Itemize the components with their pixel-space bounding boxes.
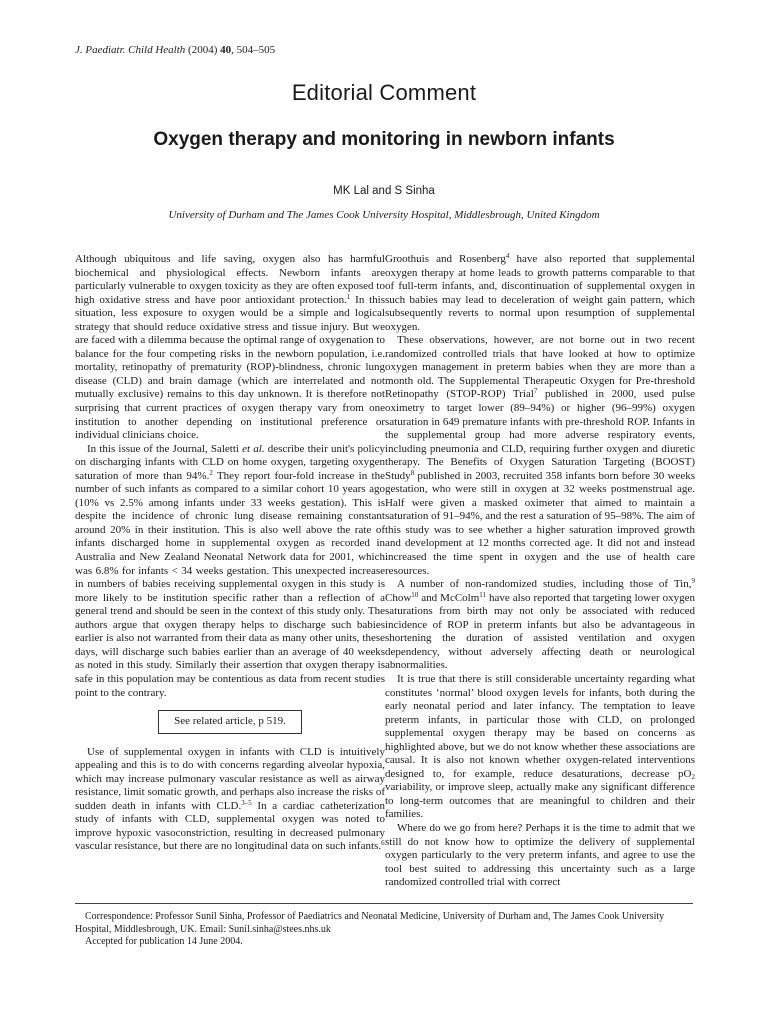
- running-head: [75, 44, 275, 56]
- left-column: [75, 253, 385, 854]
- paragraph: Groothuis and Rosenberg$^4$ have also reported that supplemental oxygen therapy at home leads to growth patterns comparable to that of full-term infants, and, discontinuation of supplemental oxygen in such babies may lead to deceleration of weight gain pattern, which subsequently reverts to normal upon resumption of supplemental oxygen.: [385, 252, 695, 333]
- reference-marker: 2: [209, 468, 213, 477]
- article-title: Oxygen therapy and monitoring in newborn infants: [153, 129, 615, 150]
- paragraph: Use of supplemental oxygen in infants with CLD is intuitively appealing and this is to do with concerns regarding alveolar hypoxia, which may increase pulmonary vascular resistance as well as airway resistance, limit somatic growth, and perhaps also increase the risks of sudden death in infants with CLD.$^{3-5}$ In a cardiac catheterization study of infants with CLD, supplemental oxygen was noted to improve hypoxic vasoconstriction, resulting in decreased pulmonary vascular resistance, but there are no longitudinal data on such infants.$^6$: [75, 745, 385, 853]
- paragraph: In this issue of the Journal, Saletti et al. describe their unit's policy on discharging infants with CLD on home oxygen, targeting oxygen saturation of more than 94%.$^2$ They report four-fold increase in the number of such infants as compared to a similar cohort 10 years ago (10% vs 2.5% among infants under 33 weeks gestation). This is despite the incidence of chronic lung disease remaining constant around 20% in their institution. This is also well above the rate of infants discharged home in supplemental oxygen as recorded in Australia and New Zealand Neonatal Network data for 2001, which was 6.8% for infants < 34 weeks gestation. This unexpected increase in numbers of babies receiving supplemental oxygen in this study is more likely to be institution specific rather than a reflection of a general trend and should be seen in the context of this study only. The authors argue that oxygen therapy helps to discharge such babies earlier is also not warranted from their data as many other units, these days, will discharge such babies earlier than an average of 40 weeks as noted in this study. Similarly their assertion that oxygen therapy is safe in this population may be contentious as data from recent studies point to the contrary.: [75, 442, 385, 699]
- reference-marker: 3–5: [241, 798, 252, 807]
- paragraph: Although ubiquitous and life saving, oxygen also has harmful biochemical and physiological effects. Newborn infants are particularly vulnerable to oxygen toxicity as they are often exposed to high oxidative stress and have poor antioxidant protection.$^1$ In this situation, less exposure to oxygen would be a simple and logical strategy that should reduce oxidative stress and tissue injury. But we are faced with a dilemma because the optimal range of oxygenation to balance for the four competing risks in the newborn population, i.e. mortality, retinopathy of prematurity (ROP)-blindness, chronic lung disease (CLD) and brain damage (which are interrelated and not mutually exclusive) remains to this day unknown. It is therefore not surprising that current practices of oxygen therapy vary from one institution to another depending on institutional preference or individual clinicians choice.: [75, 253, 385, 442]
- journal-name: J. Paediatr. Child Health: [75, 44, 186, 56]
- reference-marker: 10: [411, 590, 419, 599]
- acceptance-note: Accepted for publication 14 June 2004.: [85, 936, 243, 947]
- related-article-box: See related article, p 519.: [158, 710, 302, 734]
- reference-marker: 9: [691, 577, 695, 586]
- paragraph: These observations, however, are not borne out in two recent randomized controlled trials that have looked at how to optimize oxygen management in preterm babies when they are more than a month old. The Supplemental Therapeutic Oxygen for Pre-threshold Retinopathy (STOP-ROP) Trial$^7$ published in 2000, used pulse oximetry to target lower (89–94%) or higher (96–99%) oxygen saturation in 649 premature infants with pre-threshold ROP. Infants in the supplemental group had more adverse respiratory events, including pneumonia and CLD, requiring further oxygen and diuretic therapy. The Benefits of Oxygen Saturation Targeting (BOOST) Study$^8$ published in 2003, recruited 358 infants born before 30 weeks gestation, who were still in oxygen at 32 weeks postmenstrual age. Half were given a masked oximeter that aimed to maintain a saturation of 91–94%, and the rest a saturation of 95–98%. The aim of this study was to see whether a higher saturation improved growth and development at 12 months corrected age. It did not and instead increased the time spent in oxygen and the use of health care resources.: [385, 334, 695, 577]
- paragraph: Where do we go from here? Perhaps it is the time to admit that we still do not know how to optimize the delivery of supplemental oxygen particularly to the very preterm infants, and agree to use the tool best suited to addressing this uncertainty such as a large randomized controlled trial with correct: [385, 821, 695, 889]
- journal-volume: 40: [220, 44, 232, 56]
- section-heading: Editorial Comment: [291, 80, 477, 105]
- reference-marker: 6: [381, 839, 385, 848]
- reference-marker: 7: [533, 387, 538, 396]
- reference-marker: 8: [410, 468, 415, 477]
- paragraph: It is true that there is still considerable uncertainty regarding what constitutes ‘normal’ blood oxygen levels for infants, both during the early neonatal period and later infancy. The temptation to leave preterm infants, in particular those with CLD, on prolonged supplemental oxygen therapy may be based on concerns as highlighted above, but we do not know whether these associations are causal. It is also not known whether oxygen-related interventions designed to, for example, reduce desaturations, decrease $pO_2$ variability, or improve sleep, actually make any significant difference to long-term outcomes that are meaningful to children and their families.: [385, 672, 695, 821]
- correspondence-note: Correspondence: Professor Sunil Sinha, Professor of Paediatrics and Neonatal Medicine, University of Durham and, The James Cook University Hospital, Middlesbrough, UK. Email: Sunil.sinha@stees.nhs.uk: [75, 911, 665, 935]
- reference-marker: 1: [346, 292, 351, 301]
- journal-year: (2004): [188, 44, 218, 56]
- paragraph: A number of non-randomized studies, including those of Tin,$^9$ Chow$^{10}$ and McColm$^{11}$ have also reported that targeting lower oxygen saturations from birth may not only be associated with reduced incidence of ROP in preterm infants but also be advantageous in shortening the duration of assisted ventilation and oxygen dependency, without adversely affecting death or neurological abnormalities.: [385, 577, 695, 672]
- journal-pages: , 504–505: [231, 44, 276, 56]
- reference-marker: 4: [505, 252, 510, 260]
- reference-marker: 11: [479, 590, 487, 599]
- article-authors: MK Lal and S Sinha: [333, 185, 435, 197]
- author-affiliation: University of Durham and The James Cook University Hospital, Middlesbrough, United Kingdom: [168, 209, 600, 221]
- right-column: [385, 253, 695, 890]
- footer-divider: [75, 903, 693, 904]
- correspondence-footer: [75, 911, 693, 949]
